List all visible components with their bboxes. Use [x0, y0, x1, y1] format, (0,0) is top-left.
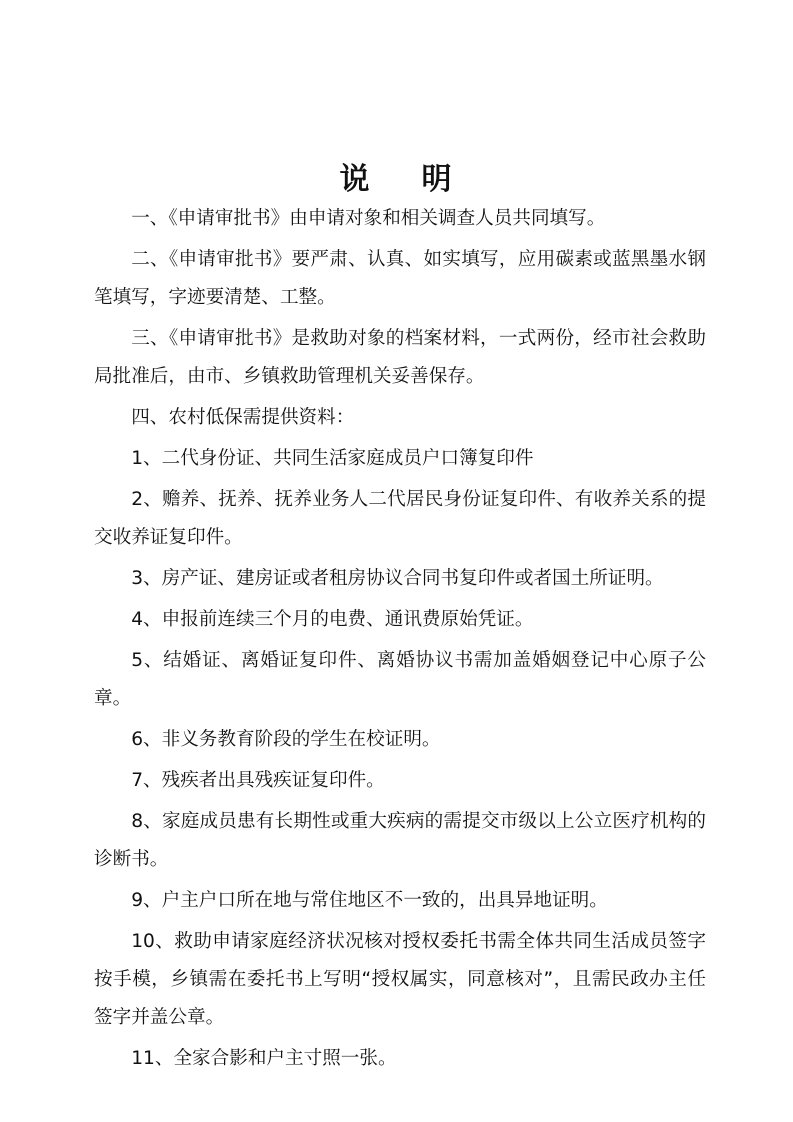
list-item-utility-bills: 4、申报前连续三个月的电费、通讯费原始凭证。	[131, 609, 534, 630]
list-item-id-card: 1、二代身份证、共同生活家庭成员户口簿复印件	[131, 448, 534, 469]
paragraph-writing-rule: 二、《申请审批书》要严肃、认真、如实填写，应用碳素或蓝黑墨水钢笔填写，字迹要清楚、工整。	[94, 249, 706, 308]
list-item-housing: 3、房产证、建房证或者租房协议合同书复印件或者国土所证明。	[131, 568, 664, 589]
instructions-body	[94, 200, 706, 1081]
list-item-disability: 7、残疾者出具残疾证复印件。	[131, 770, 385, 791]
list-item-illness: 8、家庭成员患有长期性或重大疾病的需提交市级以上公立医疗机构的诊断书。	[94, 811, 706, 870]
title-char-left: 说	[339, 162, 372, 197]
paragraph-materials-heading: 四、农村低保需提供资料：	[131, 407, 355, 428]
list-item-student: 6、非义务教育阶段的学生在校证明。	[131, 729, 441, 750]
list-item-marriage: 5、结婚证、离婚证复印件、离婚协议书需加盖婚姻登记中心原子公章。	[94, 650, 706, 709]
list-item-support-docs: 2、赡养、抚养、抚养业务人二代居民身份证复印件、有收养关系的提交收养证复印件。	[94, 489, 706, 548]
list-item-photos: 11、全家合影和户主寸照一张。	[131, 1048, 397, 1069]
list-item-authorization: 10、救助申请家庭经济状况核对授权委托书需全体共同生活成员签字按手模，乡镇需在委托书上写明“授权属实，同意核对”，且需民政办主任签字并盖公章。	[94, 931, 706, 1028]
page-title	[0, 158, 793, 202]
paragraph-fill-rule: 一、《申请审批书》由申请对象和相关调查人员共同填写。	[131, 208, 606, 229]
list-item-residence: 9、户主户口所在地与常住地区不一致的，出具异地证明。	[131, 890, 608, 911]
title-char-right: 明	[421, 162, 454, 197]
paragraph-archive-rule: 三、《申请审批书》是救助对象的档案材料，一式两份，经市社会救助局批准后，由市、乡镇救助管理机关妥善保存。	[94, 328, 706, 387]
